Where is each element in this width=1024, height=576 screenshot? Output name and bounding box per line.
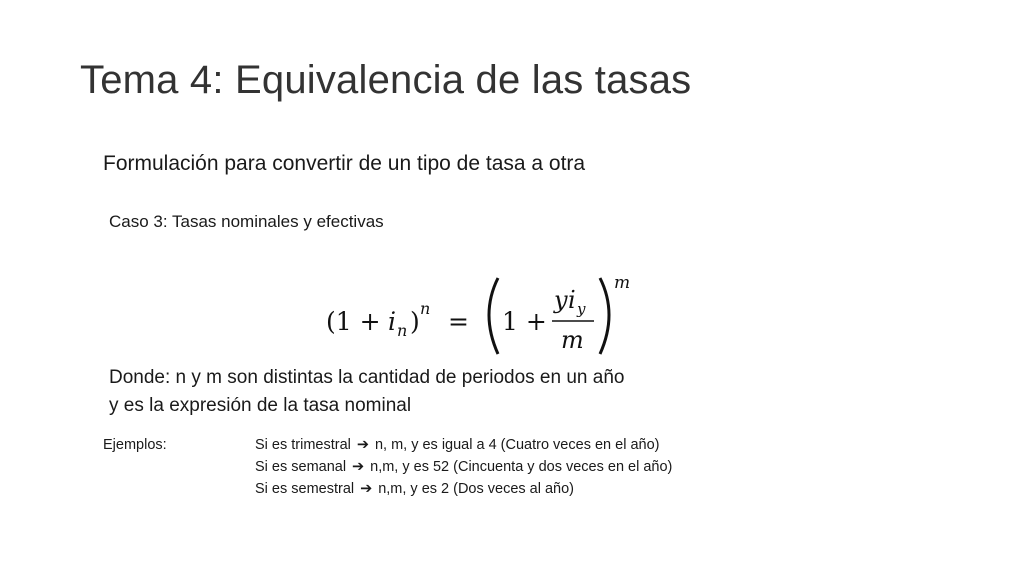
example-item-semestral bbox=[255, 478, 672, 500]
formula-lhs-close: ) bbox=[410, 307, 420, 336]
formula-lhs-exp: n bbox=[420, 299, 431, 318]
donde-line-2: y es la expresión de la tasa nominal bbox=[109, 395, 412, 416]
arrow-right-icon: ➔ bbox=[356, 437, 369, 453]
formula-rhs-exp: m bbox=[614, 273, 631, 293]
formula-rhs-one-plus: 1 + bbox=[502, 307, 547, 336]
donde-line-1: Donde: n y m son distintas la cantidad de periodos en un año bbox=[109, 367, 625, 388]
arrow-right-icon: ➔ bbox=[352, 459, 365, 475]
formula-lhs-sub: n bbox=[397, 321, 408, 340]
case-label: Caso 3: Tasas nominales y efectivas bbox=[109, 212, 384, 231]
equivalence-formula bbox=[322, 268, 642, 360]
formula-equals: = bbox=[448, 307, 469, 336]
formula-big-paren-right bbox=[600, 278, 609, 354]
examples-list bbox=[255, 434, 672, 500]
donde-text bbox=[109, 364, 624, 420]
examples-label: Ejemplos: bbox=[103, 437, 167, 453]
formula-den: m bbox=[561, 326, 584, 354]
example-item-semanal bbox=[255, 456, 672, 478]
formula-lhs-open: (1 + bbox=[326, 307, 381, 336]
formula-num-i: i bbox=[568, 286, 576, 314]
slide-title: Tema 4: Equivalencia de las tasas bbox=[80, 58, 692, 102]
formula-num-sub: y bbox=[577, 300, 586, 318]
arrow-right-icon: ➔ bbox=[360, 481, 373, 497]
example-text: n,m, y es 52 (Cincuenta y dos veces en el año) bbox=[370, 459, 673, 475]
formula-lhs-i: i bbox=[388, 307, 396, 336]
slide-subtitle: Formulación para convertir de un tipo de tasa a otra bbox=[103, 152, 586, 175]
formula-num-y: y bbox=[554, 286, 568, 314]
formula-big-paren-left bbox=[489, 278, 498, 354]
example-text: Si es semanal bbox=[255, 459, 347, 475]
example-text: n,m, y es 2 (Dos veces al año) bbox=[378, 481, 575, 497]
example-text: Si es trimestral bbox=[255, 437, 351, 453]
example-text: n, m, y es igual a 4 (Cuatro veces en el año) bbox=[374, 437, 660, 453]
example-item-trimestral bbox=[255, 434, 672, 456]
example-text: Si es semestral bbox=[255, 481, 355, 497]
